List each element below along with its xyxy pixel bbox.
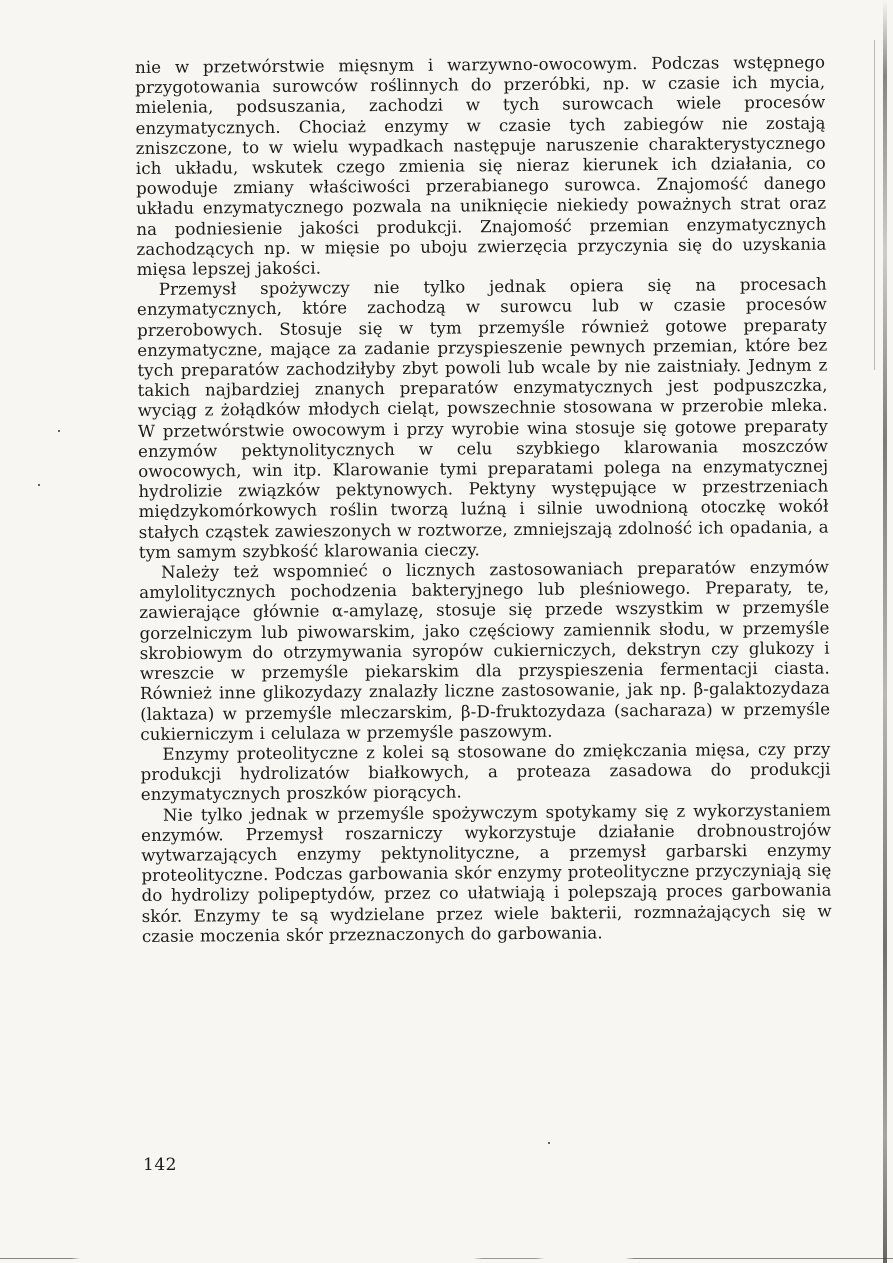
page-number: 142: [143, 1155, 177, 1175]
paragraph-proteolytic-enzymes: Enzymy proteolityczne z kolei są stosowane do zmiękczania mięsa, czy przy produkcji hydrolizatów białkowych, a proteaza zasadowa do produkcji enzymatycznych proszków piorących.: [140, 739, 831, 805]
paragraph-continuation: nie w przetwórstwie mięsnym i warzywno-owocowym. Podczas wstępnego przygotowania surowców roślinnych do przeróbki, np. w czasie ich mycia, mielenia, podsuszania, zachodzi w tych surowcach wiele procesów enzymatycznych. Chociaż enzymy w czasie tych zabiegów nie zostają zniszczone, to w wielu wypadkach następuje naruszenie charakterystycznego ich układu, wskutek czego zmienia się nieraz kierunek ich działania, co powoduje zmiany właściwości przerabianego surowca. Znajomość danego układu enzymatycznego pozwala na uniknięcie niekiedy poważnych strat oraz na podniesienie jakości produkcji. Znajomość przemian enzymatycznych zachodzących np. w mięsie po uboju zwierzęcia przyczynia się do uzyskania mięsa lepszej jakości.: [135, 52, 827, 280]
scan-speck: [548, 1142, 550, 1144]
scan-speck: [38, 484, 40, 486]
body-text: [135, 53, 832, 947]
page-edge-line: [874, 40, 875, 370]
paragraph-amylolytic-enzymes: Należy też wspomnieć o licznych zastosowaniach preparatów enzymów amylolitycznych pochodzenia bakteryjnego lub pleśniowego. Preparaty, te, zawierające głównie α-amylazę, stosuje się przede wszystkim w przemyśle gorzelniczym lub piwowarskim, jako częściowy zamiennik słodu, w przemyśle skrobiowym do otrzymywania syropów cukierniczych, dekstryn czy glukozy i wreszcie w przemyśle piekarskim dla przyspieszenia fermentacji ciasta. Również inne glikozydazy znalazły liczne zastosowanie, jak np. β-galaktozydaza (laktaza) w przemyśle mleczarskim, β-D-fruktozydaza (sacharaza) w przemyśle cukierniczym i celulaza w przemyśle paszowym.: [139, 557, 831, 744]
scan-speck: [58, 430, 60, 432]
page-edge-shadow: [883, 0, 887, 1263]
paragraph-food-industry-enzymes: Przemysł spożywczy nie tylko jednak opiera się na procesach enzymatycznych, które zachodzą w surowcu lub w czasie procesów przerobowych. Stosuje się w tym przemyśle również gotowe preparaty enzymatyczne, mające za zadanie przyspieszenie pewnych przemian, które bez tych preparatów zachodziłyby zbyt powoli lub wcale by nie zaistniały. Jednym z takich najbardziej znanych preparatów enzymatycznych jest podpuszczka, wyciąg z żołądków młodych cieląt, powszechnie stosowana w przerobie mleka. W przetwórstwie owocowym i przy wyrobie wina stosuje się gotowe preparaty enzymów pektynolitycznych w celu szybkiego klarowania moszczów owocowych, win itp. Klarowanie tymi preparatami polega na enzymatycznej hydrolizie związków pektynowych. Pektyny występujące w przestrzeniach międzykomórkowych roślin tworzą luźną i silnie uwodnioną otoczkę wokół stałych cząstek zawieszonych w roztworze, zmniejszają zdolność ich opadania, a tym samym szybkość klarowania cieczy.: [136, 274, 829, 562]
paragraph-other-industries: Nie tylko jednak w przemyśle spożywczym spotykamy się z wykorzystaniem enzymów. Przemysł roszarniczy wykorzystuje działanie drobnoustrojów wytwarzających enzymy pektynolityczne, a przemysł garbarski enzymy proteolityczne. Podczas garbowania skór enzymy proteolityczne przyczyniają się do hydrolizy polipeptydów, przez co ułatwiają i polepszają proces garbowania skór. Enzymy te są wydzielane przez wiele bakterii, rozmnażających się w czasie moczenia skór przeznaczonych do garbowania.: [141, 800, 832, 946]
page-bottom-edge: [0, 1258, 893, 1259]
